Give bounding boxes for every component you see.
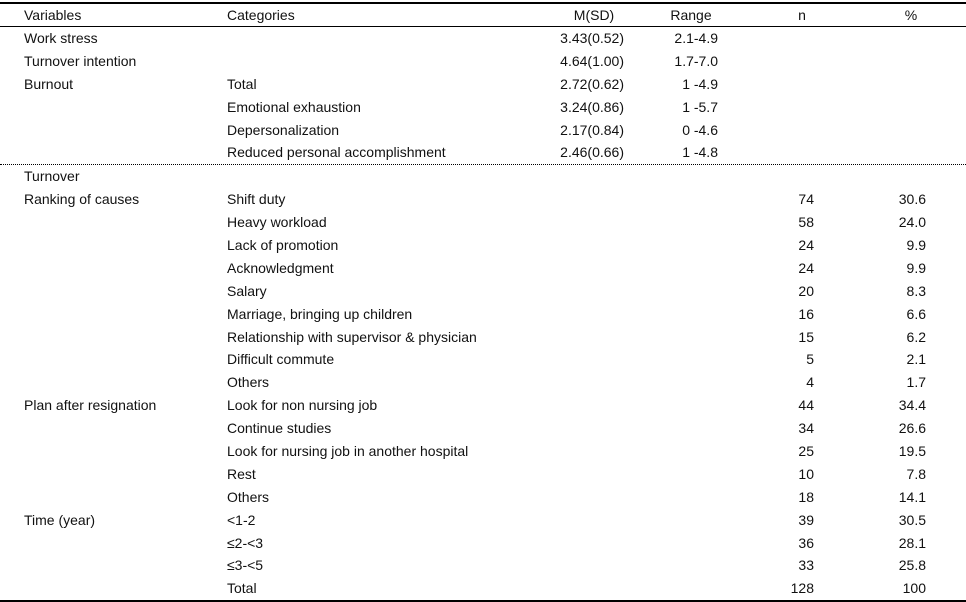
n-cell: 33 — [798, 557, 814, 574]
table-row — [0, 50, 966, 73]
category-cell: Difficult commute — [227, 351, 335, 368]
n-cell: 34 — [798, 420, 814, 437]
range-cell: 1 -4.9 — [682, 75, 718, 92]
category-cell: Shift duty — [227, 191, 286, 208]
table-row — [0, 509, 966, 532]
n-cell: 74 — [798, 191, 814, 208]
table-row — [0, 141, 966, 164]
n-cell: 24 — [798, 259, 814, 276]
msd-cell: 3.24(0.86) — [560, 98, 624, 115]
category-cell: Look for nursing job in another hospital — [227, 443, 469, 460]
pct-cell: 6.2 — [906, 328, 926, 345]
category-cell: Total — [227, 580, 257, 597]
category-cell: ≤2-<3 — [227, 534, 264, 551]
category-cell: Salary — [227, 282, 267, 299]
n-cell: 4 — [806, 374, 814, 391]
category-cell: Lack of promotion — [227, 237, 339, 254]
pct-cell: 8.3 — [906, 282, 926, 299]
msd-cell: 2.17(0.84) — [560, 121, 624, 138]
header-pct: % — [904, 7, 918, 23]
n-cell: 16 — [798, 305, 814, 322]
table-row — [0, 348, 966, 371]
n-cell: 25 — [798, 443, 814, 460]
header-n: n — [798, 7, 806, 23]
section-measures — [0, 27, 966, 164]
variable-cell: Burnout — [24, 75, 74, 92]
range-cell: 0 -4.6 — [682, 121, 718, 138]
n-cell: 44 — [798, 397, 814, 414]
table-row — [0, 27, 966, 50]
category-cell: Reduced personal accomplishment — [227, 144, 446, 161]
table-row — [0, 188, 966, 211]
n-cell: 15 — [798, 328, 814, 345]
pct-cell: 6.6 — [906, 305, 926, 322]
variable-cell: Time (year) — [24, 511, 96, 528]
pct-cell: 9.9 — [906, 259, 926, 276]
msd-cell: 4.64(1.00) — [560, 52, 624, 69]
msd-cell: 3.43(0.52) — [560, 30, 624, 46]
range-cell: 2.1-4.9 — [674, 30, 718, 46]
table-row — [0, 554, 966, 577]
table-row — [0, 211, 966, 234]
n-cell: 20 — [798, 282, 814, 299]
pct-cell: 2.1 — [906, 351, 926, 368]
pct-cell: 14.1 — [898, 488, 926, 505]
category-cell: Marriage, bringing up children — [227, 305, 413, 322]
table-row — [0, 303, 966, 326]
section-turnover — [0, 165, 966, 600]
header-range: Range — [670, 7, 712, 23]
variable-cell: Turnover intention — [24, 52, 137, 69]
table-row — [0, 326, 966, 349]
pct-cell: 7.8 — [906, 465, 926, 482]
n-cell: 58 — [798, 214, 814, 231]
variable-cell: Plan after resignation — [24, 397, 157, 414]
category-cell: <1-2 — [227, 511, 256, 528]
pct-cell: 30.6 — [898, 191, 926, 208]
table-row — [0, 463, 966, 486]
table-row — [0, 165, 966, 188]
pct-cell: 100 — [902, 580, 926, 597]
pct-cell: 34.4 — [898, 397, 926, 414]
table-row — [0, 371, 966, 394]
header-categories: Categories — [227, 7, 295, 23]
n-cell: 10 — [798, 465, 814, 482]
table-row — [0, 486, 966, 509]
category-cell: Emotional exhaustion — [227, 98, 361, 115]
table-header — [0, 4, 966, 26]
table-row — [0, 280, 966, 303]
variable-cell: Turnover — [24, 168, 80, 185]
category-cell: Rest — [227, 465, 256, 482]
variable-cell: Work stress — [24, 30, 98, 46]
n-cell: 36 — [798, 534, 814, 551]
pct-cell: 1.7 — [906, 374, 926, 391]
table-row — [0, 96, 966, 119]
header-msd: M(SD) — [573, 7, 615, 23]
category-cell: Continue studies — [227, 420, 332, 437]
category-cell: Depersonalization — [227, 121, 340, 138]
range-cell: 1.7-7.0 — [674, 52, 718, 69]
n-cell: 39 — [798, 511, 814, 528]
n-cell: 128 — [790, 580, 814, 597]
pct-cell: 9.9 — [906, 237, 926, 254]
table-row — [0, 532, 966, 555]
table-row — [0, 119, 966, 142]
msd-cell: 2.46(0.66) — [560, 144, 624, 161]
header-variables: Variables — [24, 7, 82, 23]
category-cell: Acknowledgment — [227, 259, 334, 276]
pct-cell: 26.6 — [898, 420, 926, 437]
msd-cell: 2.72(0.62) — [560, 75, 624, 92]
category-cell: Heavy workload — [227, 214, 327, 231]
table-row — [0, 234, 966, 257]
table-row — [0, 417, 966, 440]
n-cell: 18 — [798, 488, 814, 505]
pct-cell: 30.5 — [898, 511, 926, 528]
pct-cell: 25.8 — [898, 557, 926, 574]
n-cell: 24 — [798, 237, 814, 254]
table-row — [0, 257, 966, 280]
pct-cell: 19.5 — [898, 443, 926, 460]
category-cell: Total — [227, 75, 257, 92]
range-cell: 1 -5.7 — [682, 98, 718, 115]
category-cell: ≤3-<5 — [227, 557, 264, 574]
pct-cell: 24.0 — [898, 214, 926, 231]
table-row — [0, 394, 966, 417]
range-cell: 1 -4.8 — [682, 144, 718, 161]
pct-cell: 28.1 — [898, 534, 926, 551]
category-cell: Others — [227, 488, 270, 505]
statistics-table — [0, 2, 966, 602]
table-row — [0, 73, 966, 96]
table-row — [0, 440, 966, 463]
category-cell: Look for non nursing job — [227, 397, 378, 414]
variable-cell: Ranking of causes — [24, 191, 140, 208]
category-cell: Others — [227, 374, 270, 391]
n-cell: 5 — [806, 351, 814, 368]
category-cell: Relationship with supervisor & physician — [227, 328, 477, 345]
